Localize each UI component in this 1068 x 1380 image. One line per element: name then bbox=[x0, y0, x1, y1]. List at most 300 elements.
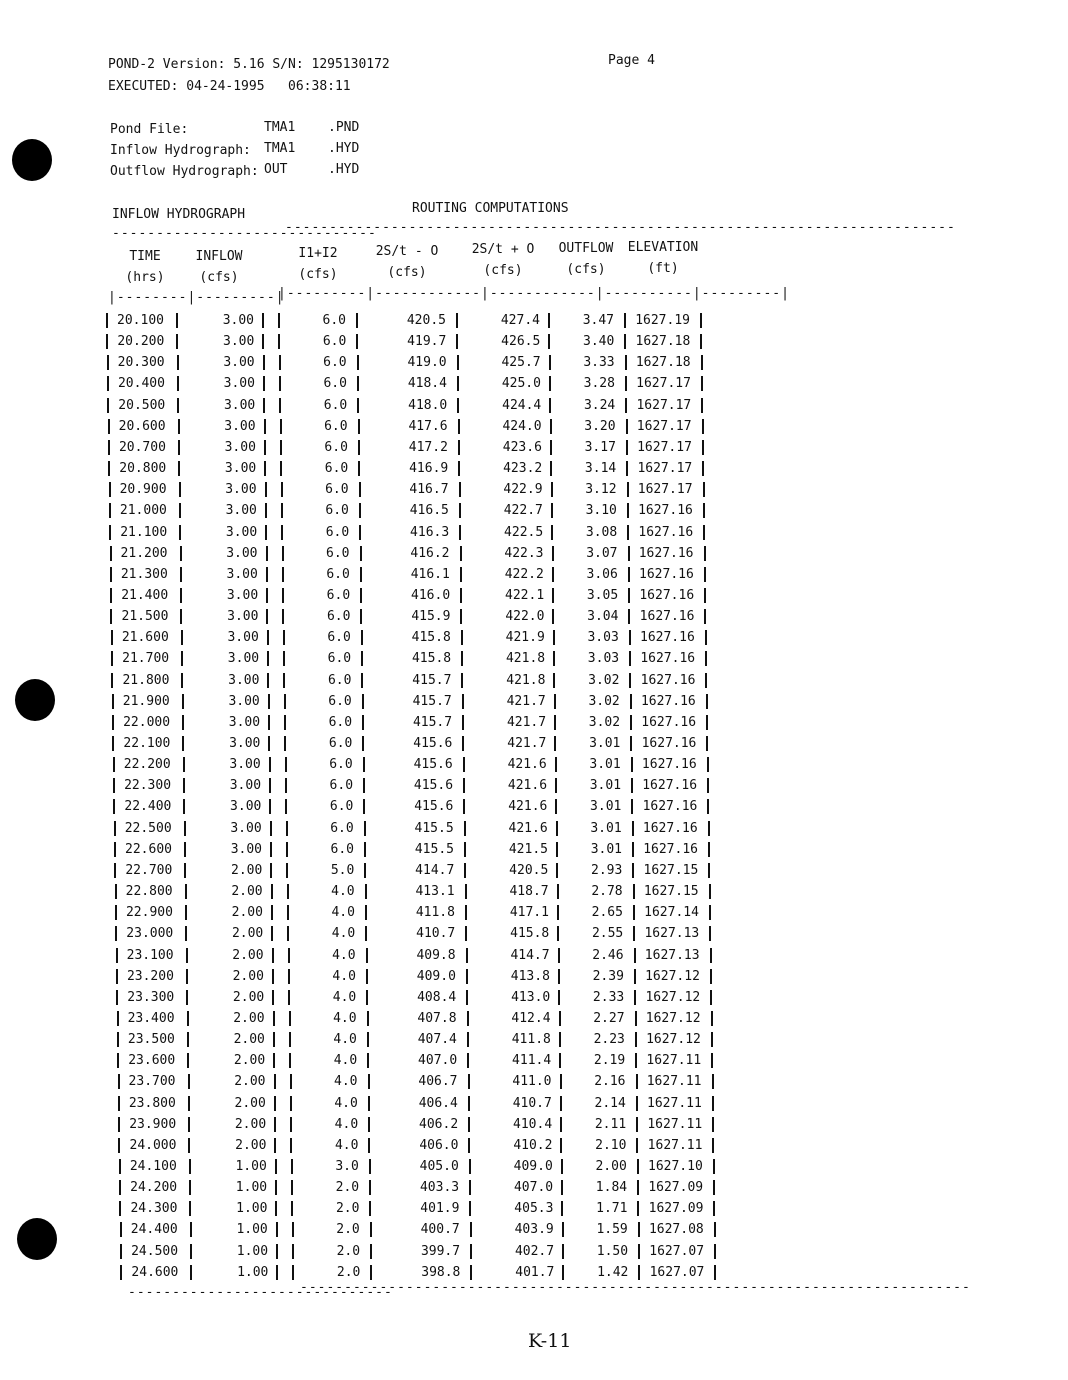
cell-time: 23.400 bbox=[127, 1010, 175, 1026]
column-divider bbox=[700, 313, 702, 328]
cell-2st-minus-o: 416.0 bbox=[411, 587, 451, 603]
cell-2st-minus-o: 403.3 bbox=[419, 1180, 460, 1196]
column-divider bbox=[713, 1159, 715, 1174]
cell-time: 21.300 bbox=[120, 566, 168, 582]
column-divider bbox=[711, 1011, 713, 1026]
cell-inflow: 3.00 bbox=[225, 503, 257, 519]
table-row bbox=[0, 480, 1068, 501]
cell-inflow: 3.00 bbox=[226, 545, 258, 561]
cell-outflow: 3.47 bbox=[582, 313, 614, 328]
cell-2st-plus-o: 427.4 bbox=[500, 313, 540, 328]
cell-elevation: 1627.12 bbox=[646, 1032, 701, 1048]
cell-inflow: 3.00 bbox=[222, 313, 254, 328]
cell-inflow: 3.00 bbox=[229, 757, 261, 773]
column-divider bbox=[706, 715, 708, 730]
cell-inflow: 2.00 bbox=[231, 926, 264, 942]
cell-elevation: 1627.09 bbox=[648, 1201, 704, 1217]
cell-2st-minus-o: 401.9 bbox=[420, 1201, 460, 1217]
cell-elevation: 1627.17 bbox=[636, 418, 692, 434]
cell-inflow: 1.00 bbox=[237, 1264, 269, 1280]
cell-i1i2: 4.0 bbox=[333, 1053, 358, 1069]
column-divider bbox=[706, 694, 708, 709]
cell-time: 22.300 bbox=[124, 778, 172, 794]
table-row bbox=[0, 967, 1068, 988]
column-divider bbox=[704, 546, 706, 561]
routing-top-rule: ---------------------------------------------------------------------------- bbox=[285, 220, 956, 235]
page-number: Page 4 bbox=[608, 53, 655, 68]
cell-2st-minus-o: 415.6 bbox=[414, 799, 454, 815]
cell-elevation: 1627.10 bbox=[648, 1159, 703, 1174]
cell-2st-plus-o: 425.7 bbox=[501, 355, 541, 371]
cell-inflow: 3.00 bbox=[227, 609, 259, 625]
cell-inflow: 3.00 bbox=[223, 355, 255, 371]
cell-outflow: 2.11 bbox=[594, 1116, 627, 1132]
cell-elevation: 1627.12 bbox=[645, 1010, 701, 1026]
executed-line: EXECUTED: 04-24-1995 06:38:11 bbox=[108, 79, 351, 94]
table-row bbox=[0, 1220, 1068, 1241]
table-row bbox=[0, 544, 1068, 565]
outflow-hydrograph-name: OUT bbox=[264, 162, 288, 177]
cell-outflow: 3.14 bbox=[584, 461, 617, 477]
cell-i1i2: 6.0 bbox=[325, 524, 350, 540]
cell-2st-minus-o: 408.4 bbox=[417, 989, 457, 1005]
cell-i1i2: 6.0 bbox=[325, 482, 349, 498]
cell-time: 24.100 bbox=[129, 1159, 177, 1174]
cell-2st-minus-o: 415.8 bbox=[411, 651, 452, 667]
cell-i1i2: 6.0 bbox=[329, 799, 354, 815]
cell-i1i2: 2.0 bbox=[336, 1222, 360, 1238]
cell-outflow: 3.02 bbox=[588, 714, 621, 730]
cell-time: 22.900 bbox=[125, 905, 173, 921]
cell-inflow: 2.00 bbox=[232, 968, 264, 984]
cell-inflow: 3.00 bbox=[230, 841, 262, 857]
cell-inflow: 1.00 bbox=[235, 1159, 267, 1174]
cell-time: 21.400 bbox=[121, 587, 169, 603]
column-divider bbox=[705, 673, 707, 688]
cell-elevation: 1627.18 bbox=[635, 334, 691, 350]
column-divider bbox=[706, 736, 708, 751]
cell-2st-plus-o: 426.5 bbox=[501, 334, 541, 350]
inflow-bottom-rule: ------------------------------ bbox=[128, 1285, 393, 1300]
cell-2st-minus-o: 415.5 bbox=[414, 820, 454, 836]
cell-2st-minus-o: 416.5 bbox=[409, 503, 449, 519]
cell-time: 23.000 bbox=[126, 926, 174, 942]
cell-time: 23.800 bbox=[128, 1095, 176, 1111]
cell-outflow: 3.10 bbox=[585, 503, 617, 519]
cell-2st-minus-o: 417.2 bbox=[408, 439, 448, 455]
cell-elevation: 1627.07 bbox=[649, 1264, 705, 1280]
cell-2st-plus-o: 424.4 bbox=[502, 397, 542, 413]
cell-i1i2: 3.0 bbox=[335, 1159, 359, 1174]
cell-2st-minus-o: 416.2 bbox=[410, 545, 450, 561]
cell-2st-minus-o: 415.6 bbox=[413, 736, 453, 751]
cell-inflow: 1.00 bbox=[236, 1243, 269, 1259]
cell-inflow: 1.00 bbox=[236, 1222, 268, 1238]
cell-2st-minus-o: 415.6 bbox=[413, 778, 454, 794]
cell-inflow: 3.00 bbox=[230, 820, 262, 836]
table-row bbox=[0, 713, 1068, 734]
cell-inflow: 3.00 bbox=[228, 693, 260, 709]
cell-2st-plus-o: 412.4 bbox=[511, 1010, 551, 1026]
column-divider bbox=[711, 1032, 713, 1047]
cell-i1i2: 6.0 bbox=[328, 736, 353, 751]
cell-outflow: 3.05 bbox=[586, 587, 619, 603]
cell-inflow: 3.00 bbox=[223, 397, 256, 413]
table-row bbox=[0, 1094, 1068, 1115]
table-row bbox=[0, 1030, 1068, 1051]
cell-i1i2: 5.0 bbox=[330, 862, 355, 878]
cell-time: 20.700 bbox=[118, 439, 166, 455]
table-row bbox=[0, 374, 1068, 395]
cell-2st-plus-o: 421.6 bbox=[508, 820, 548, 836]
cell-elevation: 1627.16 bbox=[642, 778, 698, 794]
cell-elevation: 1627.15 bbox=[643, 884, 699, 900]
cell-2st-minus-o: 406.0 bbox=[419, 1137, 459, 1153]
cell-i1i2: 6.0 bbox=[323, 355, 347, 371]
cell-time: 22.700 bbox=[125, 862, 173, 878]
column-divider bbox=[701, 355, 703, 370]
column-divider bbox=[702, 461, 704, 476]
cell-elevation: 1627.16 bbox=[642, 799, 698, 815]
cell-i1i2: 4.0 bbox=[331, 884, 355, 900]
cell-2st-plus-o: 422.0 bbox=[505, 609, 545, 625]
cell-i1i2: 6.0 bbox=[330, 841, 354, 857]
cell-elevation: 1627.16 bbox=[639, 609, 695, 625]
cell-2st-plus-o: 421.7 bbox=[506, 693, 546, 709]
table-row bbox=[0, 988, 1068, 1009]
cell-i1i2: 6.0 bbox=[324, 418, 348, 434]
cell-inflow: 3.00 bbox=[224, 461, 257, 477]
cell-2st-minus-o: 418.4 bbox=[407, 376, 447, 392]
cell-time: 20.500 bbox=[118, 397, 166, 413]
table-row bbox=[0, 692, 1068, 713]
cell-elevation: 1627.12 bbox=[645, 968, 700, 984]
cell-outflow: 2.93 bbox=[591, 862, 623, 878]
cell-2st-minus-o: 415.8 bbox=[411, 630, 451, 646]
table-row bbox=[0, 438, 1068, 459]
cell-2st-minus-o: 415.7 bbox=[412, 693, 452, 709]
cell-2st-plus-o: 421.7 bbox=[507, 736, 547, 751]
column-divider bbox=[700, 334, 702, 349]
cell-2st-plus-o: 411.0 bbox=[512, 1074, 552, 1090]
column-divider bbox=[714, 1265, 716, 1280]
cell-2st-plus-o: 421.8 bbox=[505, 651, 546, 667]
cell-inflow: 3.00 bbox=[227, 651, 260, 667]
pond-file-ext: .PND bbox=[328, 120, 360, 135]
cell-i1i2: 2.0 bbox=[335, 1180, 360, 1196]
cell-2st-minus-o: 416.1 bbox=[410, 566, 450, 582]
cell-2st-minus-o: 415.5 bbox=[414, 841, 454, 857]
cell-outflow: 2.46 bbox=[592, 947, 624, 963]
cell-inflow: 3.00 bbox=[226, 566, 258, 582]
cell-outflow: 3.12 bbox=[585, 482, 617, 498]
cell-time: 22.800 bbox=[125, 884, 173, 900]
cell-inflow: 2.00 bbox=[231, 884, 263, 900]
cell-time: 20.400 bbox=[117, 376, 165, 392]
cell-outflow: 3.01 bbox=[589, 736, 621, 751]
cell-i1i2: 6.0 bbox=[329, 778, 354, 794]
cell-2st-plus-o: 424.0 bbox=[502, 418, 542, 434]
cell-i1i2: 6.0 bbox=[329, 757, 353, 773]
cell-time: 23.500 bbox=[127, 1032, 175, 1048]
cell-2st-minus-o: 409.0 bbox=[416, 968, 456, 984]
column-divider bbox=[707, 778, 709, 793]
table-row bbox=[0, 396, 1068, 417]
cell-2st-minus-o: 405.0 bbox=[419, 1159, 459, 1174]
cell-2st-plus-o: 411.4 bbox=[512, 1053, 552, 1069]
cell-time: 20.300 bbox=[117, 355, 165, 371]
cell-i1i2: 4.0 bbox=[334, 1074, 358, 1090]
col-2st-plus-o-header: 2S/t + O (cfs) bbox=[471, 242, 535, 278]
cell-i1i2: 4.0 bbox=[331, 926, 356, 942]
cell-elevation: 1627.11 bbox=[647, 1095, 702, 1111]
cell-2st-minus-o: 416.7 bbox=[409, 482, 449, 498]
cell-outflow: 3.01 bbox=[589, 757, 621, 773]
cell-outflow: 3.02 bbox=[588, 693, 620, 709]
cell-elevation: 1627.16 bbox=[643, 841, 698, 857]
column-divider bbox=[705, 630, 707, 645]
cell-inflow: 2.00 bbox=[233, 1053, 266, 1069]
cell-i1i2: 6.0 bbox=[326, 609, 351, 625]
cell-2st-minus-o: 399.7 bbox=[420, 1243, 461, 1259]
cell-elevation: 1627.14 bbox=[644, 905, 699, 921]
cell-elevation: 1627.17 bbox=[637, 461, 693, 477]
cell-i1i2: 4.0 bbox=[334, 1137, 359, 1153]
cell-i1i2: 4.0 bbox=[334, 1095, 358, 1111]
column-divider bbox=[703, 482, 705, 497]
col-time-header: TIME (hrs) bbox=[125, 249, 165, 285]
cell-elevation: 1627.16 bbox=[640, 693, 696, 709]
cell-time: 23.100 bbox=[126, 947, 174, 963]
cell-outflow: 3.24 bbox=[583, 397, 616, 413]
cell-time: 21.900 bbox=[122, 693, 170, 709]
cell-2st-plus-o: 410.2 bbox=[513, 1137, 553, 1153]
cell-time: 24.600 bbox=[131, 1264, 179, 1280]
table-row bbox=[0, 417, 1068, 438]
cell-outflow: 3.01 bbox=[590, 799, 622, 815]
cell-outflow: 2.14 bbox=[594, 1095, 626, 1111]
cell-2st-plus-o: 410.7 bbox=[512, 1095, 552, 1111]
cell-i1i2: 6.0 bbox=[322, 313, 346, 328]
cell-time: 23.700 bbox=[128, 1074, 176, 1090]
pond-file-name: TMA1 bbox=[264, 120, 296, 135]
cell-2st-plus-o: 425.0 bbox=[501, 376, 541, 392]
cell-inflow: 2.00 bbox=[234, 1074, 266, 1090]
table-row bbox=[0, 311, 1068, 332]
cell-2st-minus-o: 413.1 bbox=[415, 884, 455, 900]
column-divider bbox=[701, 376, 703, 391]
cell-i1i2: 4.0 bbox=[333, 1032, 357, 1048]
cell-inflow: 3.00 bbox=[228, 714, 261, 730]
table-row bbox=[0, 565, 1068, 586]
cell-inflow: 2.00 bbox=[233, 1010, 265, 1026]
cell-elevation: 1627.11 bbox=[647, 1137, 703, 1153]
cell-2st-minus-o: 416.9 bbox=[409, 461, 449, 477]
cell-elevation: 1627.16 bbox=[641, 736, 697, 751]
cell-2st-plus-o: 413.0 bbox=[511, 989, 551, 1005]
outflow-hydrograph-label: Outflow Hydrograph: bbox=[110, 164, 259, 179]
cell-outflow: 2.33 bbox=[592, 989, 625, 1005]
cell-inflow: 3.00 bbox=[224, 439, 256, 455]
cell-time: 22.400 bbox=[124, 799, 172, 815]
cell-outflow: 2.78 bbox=[591, 884, 623, 900]
cell-2st-plus-o: 422.5 bbox=[504, 524, 544, 540]
cell-i1i2: 2.0 bbox=[336, 1264, 361, 1280]
cell-elevation: 1627.11 bbox=[647, 1116, 703, 1132]
cell-2st-plus-o: 423.2 bbox=[503, 461, 543, 477]
cell-outflow: 3.28 bbox=[583, 376, 615, 392]
cell-i1i2: 6.0 bbox=[323, 397, 348, 413]
cell-time: 22.500 bbox=[124, 820, 172, 836]
cell-2st-minus-o: 414.7 bbox=[415, 862, 455, 878]
cell-2st-plus-o: 422.2 bbox=[504, 566, 544, 582]
cell-elevation: 1627.17 bbox=[637, 482, 693, 498]
cell-elevation: 1627.16 bbox=[639, 587, 695, 603]
cell-2st-minus-o: 406.7 bbox=[418, 1074, 458, 1090]
cell-i1i2: 4.0 bbox=[332, 989, 357, 1005]
cell-inflow: 2.00 bbox=[232, 947, 264, 963]
cell-2st-minus-o: 398.8 bbox=[421, 1264, 461, 1280]
page-footer-label: K-11 bbox=[528, 1330, 572, 1352]
cell-inflow: 2.00 bbox=[233, 1032, 265, 1048]
cell-outflow: 2.27 bbox=[593, 1010, 625, 1026]
cell-time: 21.600 bbox=[121, 630, 169, 646]
header-underline-right: |---------|------------|------------|----------|---------| bbox=[278, 286, 790, 301]
column-divider bbox=[702, 440, 704, 455]
cell-2st-plus-o: 410.4 bbox=[513, 1116, 553, 1132]
cell-inflow: 3.00 bbox=[224, 418, 256, 434]
cell-elevation: 1627.15 bbox=[643, 862, 699, 878]
routing-bottom-rule: ---------------------------------------------------------------------------- bbox=[300, 1280, 971, 1295]
cell-i1i2: 6.0 bbox=[325, 503, 349, 519]
cell-time: 22.100 bbox=[123, 736, 171, 751]
cell-outflow: 1.84 bbox=[595, 1180, 628, 1196]
header-underline-left: |--------|---------| bbox=[108, 290, 285, 305]
cell-outflow: 3.20 bbox=[584, 418, 616, 434]
cell-outflow: 3.03 bbox=[587, 651, 620, 667]
table-row bbox=[0, 755, 1068, 776]
cell-2st-plus-o: 417.1 bbox=[509, 905, 549, 921]
cell-elevation: 1627.16 bbox=[641, 757, 697, 773]
column-divider bbox=[711, 1053, 713, 1068]
cell-2st-plus-o: 415.8 bbox=[510, 926, 550, 942]
table-row bbox=[0, 882, 1068, 903]
cell-elevation: 1627.13 bbox=[644, 926, 700, 942]
table-row bbox=[0, 1242, 1068, 1263]
column-divider bbox=[714, 1244, 716, 1259]
cell-outflow: 1.42 bbox=[597, 1264, 629, 1280]
cell-outflow: 3.03 bbox=[587, 630, 619, 646]
cell-elevation: 1627.16 bbox=[640, 651, 696, 667]
cell-2st-plus-o: 402.7 bbox=[514, 1243, 555, 1259]
cell-time: 21.200 bbox=[120, 545, 168, 561]
cell-time: 20.900 bbox=[119, 482, 167, 498]
cell-elevation: 1627.11 bbox=[646, 1074, 702, 1090]
table-row bbox=[0, 1009, 1068, 1030]
column-divider bbox=[709, 926, 711, 941]
cell-2st-plus-o: 422.3 bbox=[504, 545, 544, 561]
cell-2st-minus-o: 415.6 bbox=[413, 757, 453, 773]
cell-time: 20.800 bbox=[119, 461, 167, 477]
table-row bbox=[0, 861, 1068, 882]
cell-i1i2: 6.0 bbox=[322, 334, 347, 350]
column-divider bbox=[712, 1138, 714, 1153]
column-divider bbox=[703, 525, 705, 540]
cell-elevation: 1627.12 bbox=[645, 989, 701, 1005]
cell-2st-minus-o: 411.8 bbox=[415, 905, 455, 921]
cell-elevation: 1627.16 bbox=[638, 524, 694, 540]
cell-inflow: 3.00 bbox=[230, 799, 262, 815]
cell-2st-plus-o: 403.9 bbox=[514, 1222, 554, 1238]
inflow-top-rule: ------------------------------ bbox=[112, 226, 377, 241]
cell-outflow: 2.23 bbox=[593, 1032, 625, 1048]
cell-inflow: 3.00 bbox=[229, 736, 261, 751]
table-row bbox=[0, 924, 1068, 945]
cell-outflow: 3.02 bbox=[588, 672, 620, 688]
table-row bbox=[0, 649, 1068, 670]
cell-time: 23.300 bbox=[127, 989, 175, 1005]
inflow-hydrograph-ext: .HYD bbox=[328, 141, 360, 156]
table-row bbox=[0, 1136, 1068, 1157]
cell-i1i2: 6.0 bbox=[324, 461, 349, 477]
cell-time: 24.200 bbox=[130, 1180, 178, 1196]
column-divider bbox=[704, 609, 706, 624]
cell-outflow: 3.40 bbox=[583, 334, 615, 350]
table-row bbox=[0, 1051, 1068, 1072]
column-divider bbox=[701, 398, 703, 413]
cell-inflow: 3.00 bbox=[226, 587, 259, 603]
cell-i1i2: 6.0 bbox=[326, 587, 351, 603]
cell-2st-plus-o: 405.3 bbox=[514, 1201, 554, 1217]
cell-2st-plus-o: 421.6 bbox=[507, 778, 548, 794]
cell-inflow: 3.00 bbox=[228, 672, 260, 688]
cell-i1i2: 6.0 bbox=[323, 376, 347, 392]
cell-2st-minus-o: 406.2 bbox=[419, 1116, 459, 1132]
cell-time: 20.600 bbox=[118, 418, 166, 434]
cell-2st-plus-o: 421.7 bbox=[506, 714, 547, 730]
table-row bbox=[0, 797, 1068, 818]
cell-elevation: 1627.08 bbox=[648, 1222, 704, 1238]
cell-2st-minus-o: 419.0 bbox=[407, 355, 447, 371]
cell-i1i2: 4.0 bbox=[332, 968, 356, 984]
cell-2st-plus-o: 418.7 bbox=[509, 884, 549, 900]
table-row bbox=[0, 1199, 1068, 1220]
cell-i1i2: 6.0 bbox=[326, 566, 350, 582]
cell-time: 21.100 bbox=[120, 524, 168, 540]
cell-inflow: 3.00 bbox=[229, 778, 262, 794]
column-divider bbox=[714, 1222, 716, 1237]
table-row bbox=[0, 671, 1068, 692]
cell-2st-minus-o: 417.6 bbox=[408, 418, 448, 434]
table-row bbox=[0, 903, 1068, 924]
table-row bbox=[0, 586, 1068, 607]
cell-time: 23.200 bbox=[126, 968, 174, 984]
routing-computations-title: ROUTING COMPUTATIONS bbox=[412, 201, 569, 216]
cell-outflow: 2.65 bbox=[591, 905, 623, 921]
column-divider bbox=[709, 905, 711, 920]
cell-outflow: 3.17 bbox=[584, 439, 616, 455]
program-version-line: POND-2 Version: 5.16 S/N: 1295130172 bbox=[108, 57, 390, 72]
cell-i1i2: 6.0 bbox=[328, 714, 353, 730]
cell-time: 22.000 bbox=[123, 714, 171, 730]
cell-2st-plus-o: 414.7 bbox=[510, 947, 550, 963]
cell-time: 20.200 bbox=[117, 334, 165, 350]
table-row bbox=[0, 523, 1068, 544]
cell-time: 24.300 bbox=[130, 1201, 178, 1217]
cell-elevation: 1627.17 bbox=[636, 397, 692, 413]
cell-outflow: 3.33 bbox=[583, 355, 615, 371]
cell-2st-minus-o: 410.7 bbox=[416, 926, 456, 942]
